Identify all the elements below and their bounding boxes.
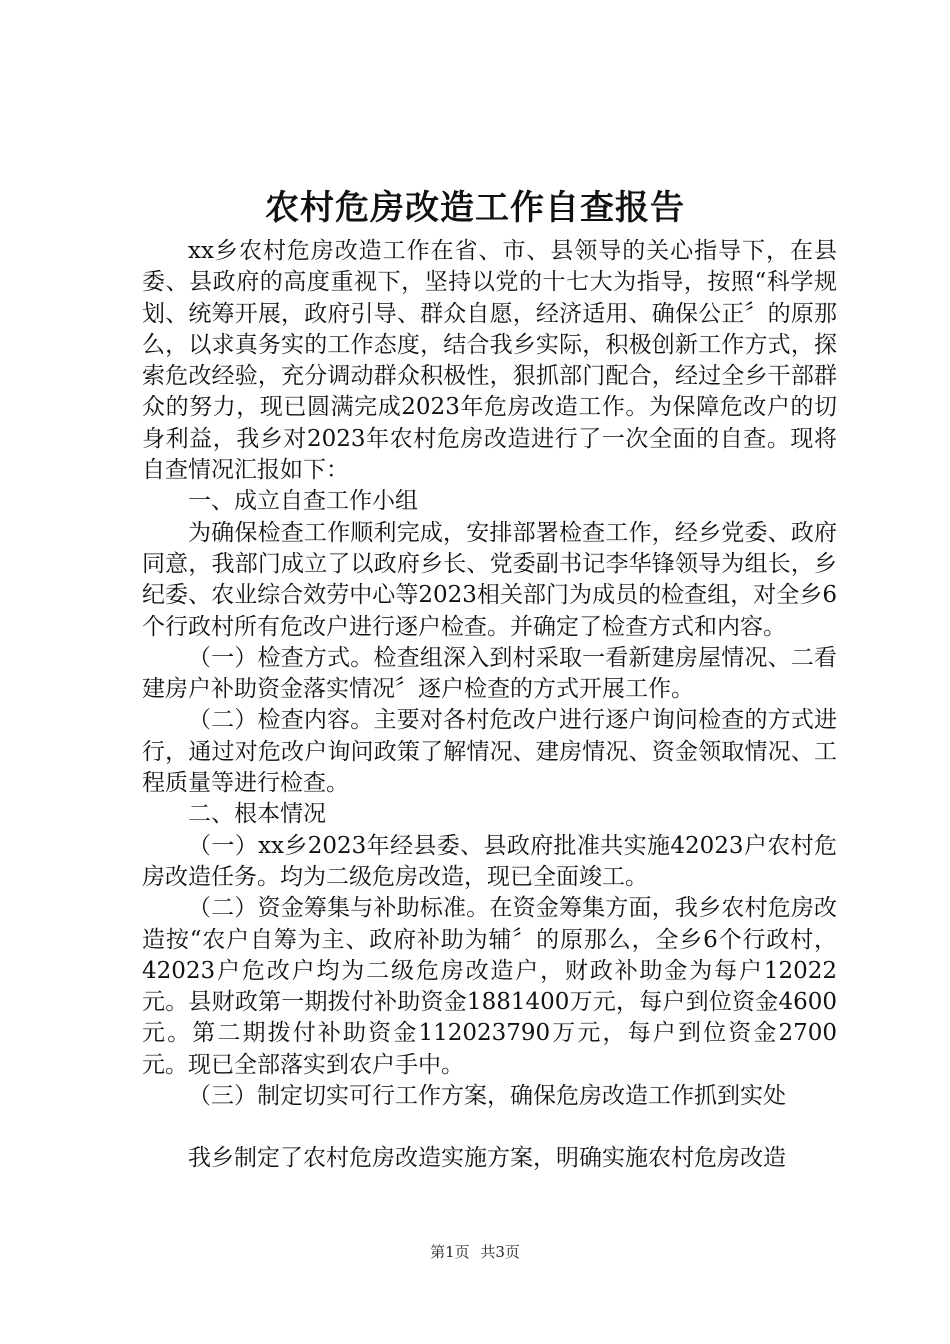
- section-heading-1: 一、成立自查工作小组: [188, 488, 418, 515]
- paragraph-content: （二）检查内容。主要对各村危改户进行逐户询问检查的方式进行，通过对危改户询问政策了解情况、建房情况、资金领取情况、工程质量等进行检查。: [142, 707, 837, 797]
- document-body: [142, 236, 837, 1175]
- document-title: 农村危房改造工作自查报告: [265, 188, 685, 228]
- section-heading-2: 二、根本情况: [188, 801, 326, 828]
- paragraph-method: （一）检查方式。检查组深入到村采取一看新建房屋情况、二看建房户补助资金落实情况〞逐户检查的方式开展工作。: [142, 644, 837, 703]
- paragraph-intro: xx乡农村危房改造工作在省、市、县领导的关心指导下，在县委、县政府的高度重视下，坚持以党的十七大为指导，按照“科学规划、统筹开展，政府引导、群众自愿，经济适用、确保公正〞的原那么，以求真务实的工作态度，结合我乡实际，积极创新工作方式，探索危改经验，充分调动群众积极性，狠抓部门配合，经过全乡干部群众的努力，现已圆满完成2023年危房改造工作。为保障危改户的切身利益，我乡对2023年农村危房改造进行了一次全面的自查。现将自查情况汇报如下：: [142, 238, 837, 484]
- page-total: 共3页: [480, 1243, 520, 1261]
- page-footer: [0, 1242, 950, 1262]
- page-number: 第1页: [430, 1243, 470, 1261]
- paragraph-plan-heading: （三）制定切实可行工作方案，确保危房改造工作抓到实处: [188, 1083, 786, 1110]
- paragraph-funding: （二）资金筹集与补助标准。在资金筹集方面，我乡农村危房改造按“农户自筹为主、政府补助为辅〞的原那么，全乡6个行政村，42023户危改户均为二级危房改造户，财政补助金为每户12022元。县财政第一期拨付补助资金1881400万元，每户到位资金4600元。第二期拨付补助资金112023790万元，每户到位资金2700元。现已全部落实到农户手中。: [142, 895, 837, 1078]
- paragraph-plan: 我乡制定了农村危房改造实施方案，明确实施农村危房改造: [188, 1145, 786, 1172]
- paragraph-team: 为确保检查工作顺利完成，安排部署检查工作，经乡党委、政府同意，我部门成立了以政府乡长、党委副书记李华锋领导为组长，乡纪委、农业综合效劳中心等2023相关部门为成员的检查组，对全乡6个行政村所有危改户进行逐户检查。并确定了检查方式和内容。: [142, 519, 837, 640]
- paragraph-overview: （一）xx乡2023年经县委、县政府批准共实施42023户农村危房改造任务。均为二级危房改造，现已全面竣工。: [142, 832, 837, 890]
